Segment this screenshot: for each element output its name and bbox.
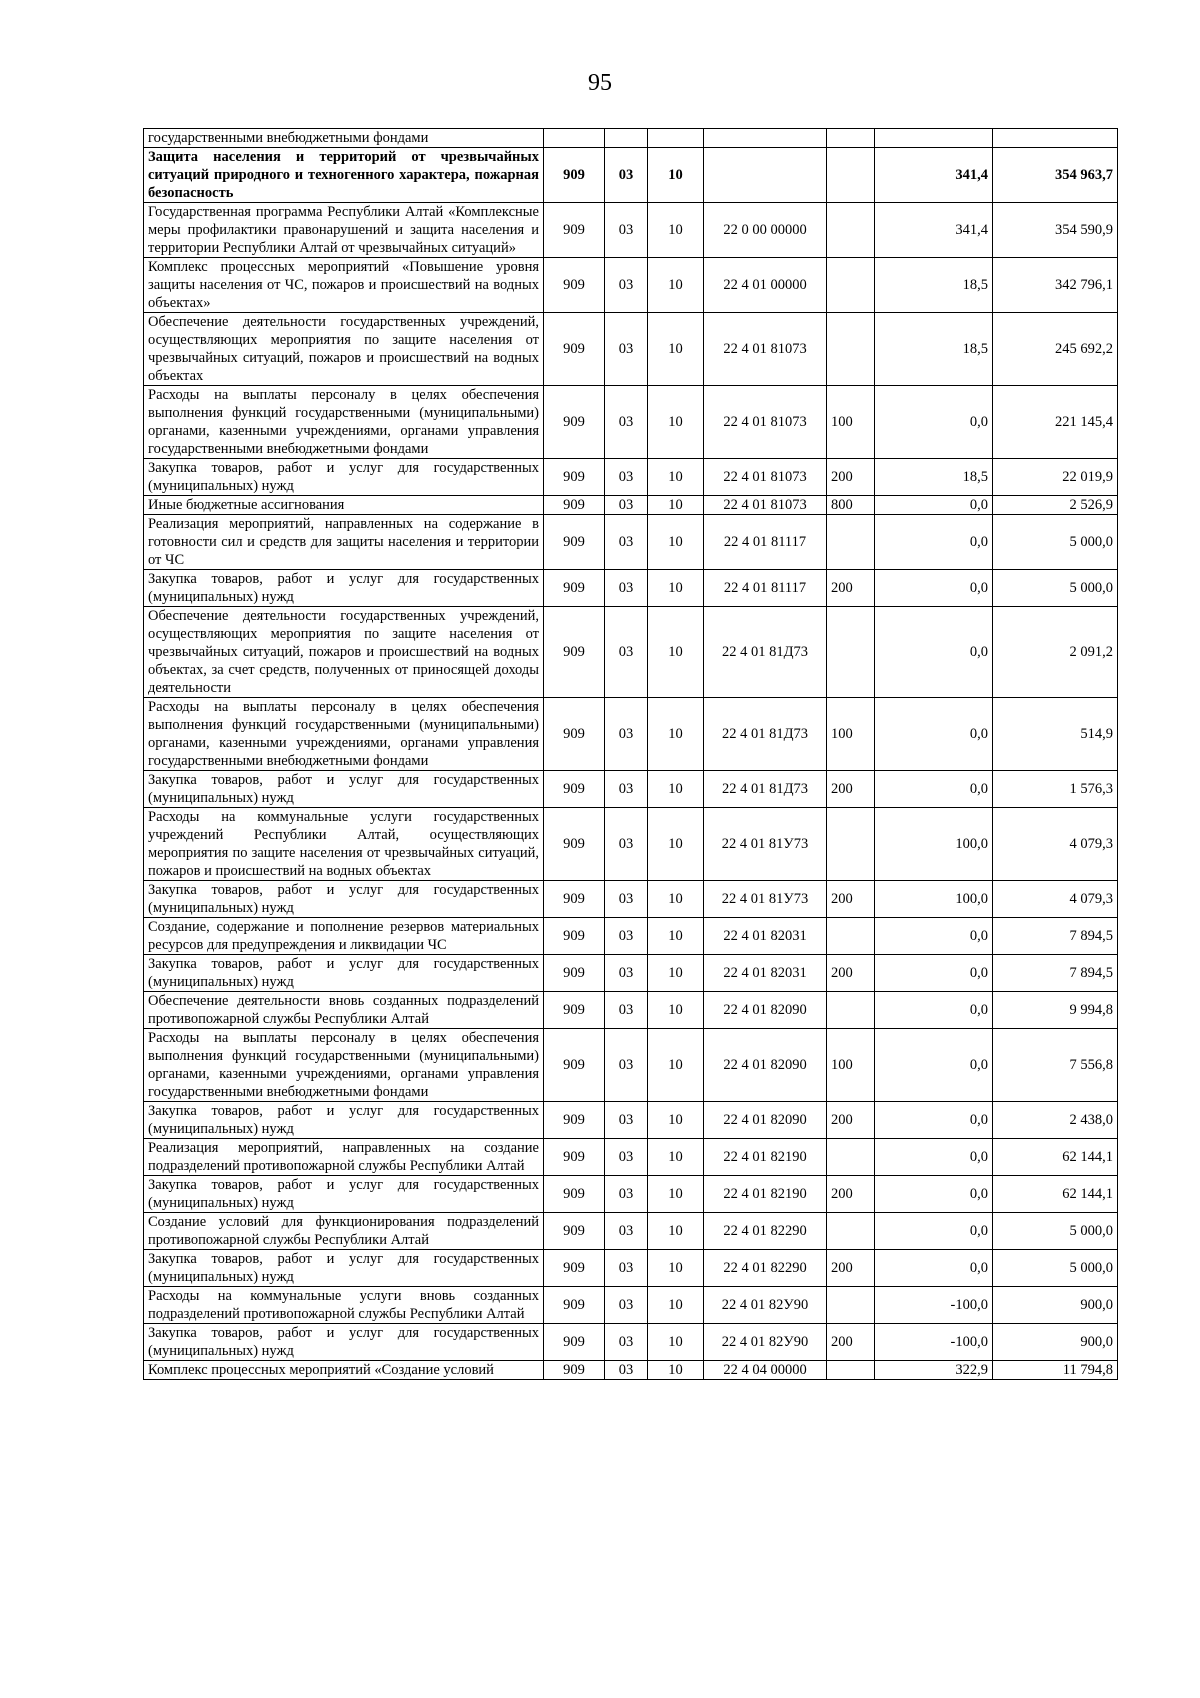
table-row bbox=[144, 1139, 1118, 1176]
section-cell: 03 bbox=[605, 918, 648, 955]
section-cell: 03 bbox=[605, 148, 648, 203]
amount-total-cell: 342 796,1 bbox=[993, 258, 1118, 313]
ministry-code-cell: 909 bbox=[544, 313, 605, 386]
item-name-cell: Закупка товаров, работ и услуг для государственных (муниципальных) нужд bbox=[144, 881, 544, 918]
item-name-cell: Обеспечение деятельности вновь созданных подразделений противопожарной службы Республики Алтай bbox=[144, 992, 544, 1029]
target-article-cell: 22 4 01 81073 bbox=[704, 496, 827, 515]
amount-change-cell: 0,0 bbox=[875, 1139, 993, 1176]
target-article-cell: 22 4 01 82У90 bbox=[704, 1324, 827, 1361]
expense-type-cell: 200 bbox=[827, 1102, 875, 1139]
subsection-cell: 10 bbox=[648, 313, 704, 386]
section-cell: 03 bbox=[605, 1324, 648, 1361]
expense-type-cell: 200 bbox=[827, 955, 875, 992]
table-row bbox=[144, 258, 1118, 313]
item-name-cell: Комплекс процессных мероприятий «Создание условий bbox=[144, 1361, 544, 1380]
expense-type-cell bbox=[827, 1287, 875, 1324]
table-row bbox=[144, 1324, 1118, 1361]
item-name-cell: Закупка товаров, работ и услуг для государственных (муниципальных) нужд bbox=[144, 570, 544, 607]
amount-change-cell: 0,0 bbox=[875, 607, 993, 698]
amount-change-cell: 322,9 bbox=[875, 1361, 993, 1380]
expense-type-cell bbox=[827, 515, 875, 570]
ministry-code-cell: 909 bbox=[544, 1324, 605, 1361]
table-row bbox=[144, 808, 1118, 881]
amount-change-cell: 0,0 bbox=[875, 698, 993, 771]
section-cell: 03 bbox=[605, 1361, 648, 1380]
target-article-cell: 22 4 01 81У73 bbox=[704, 881, 827, 918]
amount-total-cell: 4 079,3 bbox=[993, 881, 1118, 918]
table-row bbox=[144, 955, 1118, 992]
amount-total-cell: 354 590,9 bbox=[993, 203, 1118, 258]
amount-change-cell: 0,0 bbox=[875, 496, 993, 515]
amount-change-cell: 0,0 bbox=[875, 771, 993, 808]
table-row bbox=[144, 1287, 1118, 1324]
expense-type-cell bbox=[827, 129, 875, 148]
section-cell: 03 bbox=[605, 698, 648, 771]
target-article-cell bbox=[704, 129, 827, 148]
amount-change-cell: 0,0 bbox=[875, 1250, 993, 1287]
section-cell: 03 bbox=[605, 1102, 648, 1139]
table-row bbox=[144, 1029, 1118, 1102]
expense-type-cell bbox=[827, 918, 875, 955]
subsection-cell: 10 bbox=[648, 1139, 704, 1176]
expense-type-cell bbox=[827, 258, 875, 313]
section-cell: 03 bbox=[605, 313, 648, 386]
amount-total-cell: 5 000,0 bbox=[993, 515, 1118, 570]
target-article-cell: 22 4 01 81073 bbox=[704, 459, 827, 496]
section-cell bbox=[605, 129, 648, 148]
table-row bbox=[144, 313, 1118, 386]
expense-type-cell bbox=[827, 1213, 875, 1250]
amount-total-cell: 2 438,0 bbox=[993, 1102, 1118, 1139]
subsection-cell: 10 bbox=[648, 203, 704, 258]
section-cell: 03 bbox=[605, 570, 648, 607]
expense-type-cell bbox=[827, 148, 875, 203]
amount-change-cell: 0,0 bbox=[875, 570, 993, 607]
amount-total-cell: 900,0 bbox=[993, 1324, 1118, 1361]
ministry-code-cell: 909 bbox=[544, 570, 605, 607]
budget-table bbox=[143, 128, 1118, 1380]
target-article-cell: 22 4 01 81Д73 bbox=[704, 698, 827, 771]
target-article-cell: 22 4 01 82090 bbox=[704, 1029, 827, 1102]
ministry-code-cell bbox=[544, 129, 605, 148]
section-cell: 03 bbox=[605, 1029, 648, 1102]
expense-type-cell: 200 bbox=[827, 1176, 875, 1213]
item-name-cell: государственными внебюджетными фондами bbox=[144, 129, 544, 148]
table-row bbox=[144, 496, 1118, 515]
section-cell: 03 bbox=[605, 1176, 648, 1213]
expense-type-cell bbox=[827, 1139, 875, 1176]
subsection-cell: 10 bbox=[648, 771, 704, 808]
table-row bbox=[144, 1102, 1118, 1139]
ministry-code-cell: 909 bbox=[544, 992, 605, 1029]
target-article-cell: 22 4 01 81073 bbox=[704, 386, 827, 459]
target-article-cell: 22 4 01 82031 bbox=[704, 955, 827, 992]
item-name-cell: Расходы на выплаты персоналу в целях обеспечения выполнения функций государственными (муниципальными) органами, казенными учреждениями, органами управления государственными внебюджетными фондами bbox=[144, 698, 544, 771]
amount-change-cell: 0,0 bbox=[875, 955, 993, 992]
table-row bbox=[144, 203, 1118, 258]
section-cell: 03 bbox=[605, 1139, 648, 1176]
expense-type-cell: 100 bbox=[827, 386, 875, 459]
expense-type-cell bbox=[827, 203, 875, 258]
table-row bbox=[144, 570, 1118, 607]
section-cell: 03 bbox=[605, 496, 648, 515]
ministry-code-cell: 909 bbox=[544, 771, 605, 808]
subsection-cell bbox=[648, 129, 704, 148]
amount-total-cell: 1 576,3 bbox=[993, 771, 1118, 808]
table-row bbox=[144, 459, 1118, 496]
ministry-code-cell: 909 bbox=[544, 918, 605, 955]
target-article-cell: 22 4 04 00000 bbox=[704, 1361, 827, 1380]
subsection-cell: 10 bbox=[648, 1029, 704, 1102]
ministry-code-cell: 909 bbox=[544, 1287, 605, 1324]
amount-total-cell: 5 000,0 bbox=[993, 1213, 1118, 1250]
ministry-code-cell: 909 bbox=[544, 258, 605, 313]
subsection-cell: 10 bbox=[648, 698, 704, 771]
subsection-cell: 10 bbox=[648, 386, 704, 459]
amount-change-cell: 341,4 bbox=[875, 203, 993, 258]
subsection-cell: 10 bbox=[648, 459, 704, 496]
expense-type-cell: 100 bbox=[827, 698, 875, 771]
item-name-cell: Обеспечение деятельности государственных учреждений, осуществляющих мероприятия по защите населения от чрезвычайных ситуаций, пожаров и происшествий на водных объектах bbox=[144, 313, 544, 386]
page-number: 95 bbox=[588, 70, 612, 96]
ministry-code-cell: 909 bbox=[544, 386, 605, 459]
amount-change-cell: -100,0 bbox=[875, 1287, 993, 1324]
ministry-code-cell: 909 bbox=[544, 1102, 605, 1139]
section-cell: 03 bbox=[605, 955, 648, 992]
target-article-cell: 22 4 01 81117 bbox=[704, 515, 827, 570]
section-cell: 03 bbox=[605, 258, 648, 313]
amount-change-cell: 0,0 bbox=[875, 918, 993, 955]
section-cell: 03 bbox=[605, 1250, 648, 1287]
table-row bbox=[144, 1361, 1118, 1380]
expense-type-cell: 100 bbox=[827, 1029, 875, 1102]
amount-total-cell: 2 091,2 bbox=[993, 607, 1118, 698]
target-article-cell: 22 4 01 81Д73 bbox=[704, 771, 827, 808]
section-cell: 03 bbox=[605, 881, 648, 918]
amount-change-cell: 0,0 bbox=[875, 1102, 993, 1139]
subsection-cell: 10 bbox=[648, 992, 704, 1029]
ministry-code-cell: 909 bbox=[544, 148, 605, 203]
expense-type-cell: 200 bbox=[827, 881, 875, 918]
subsection-cell: 10 bbox=[648, 1102, 704, 1139]
ministry-code-cell: 909 bbox=[544, 955, 605, 992]
subsection-cell: 10 bbox=[648, 1324, 704, 1361]
amount-total-cell: 354 963,7 bbox=[993, 148, 1118, 203]
item-name-cell: Реализация мероприятий, направленных на содержание в готовности сил и средств для защиты населения и территории от ЧС bbox=[144, 515, 544, 570]
target-article-cell: 22 4 01 82290 bbox=[704, 1250, 827, 1287]
table-row bbox=[144, 1250, 1118, 1287]
target-article-cell: 22 4 01 82190 bbox=[704, 1176, 827, 1213]
subsection-cell: 10 bbox=[648, 515, 704, 570]
amount-total-cell bbox=[993, 129, 1118, 148]
amount-change-cell bbox=[875, 129, 993, 148]
expense-type-cell: 200 bbox=[827, 1324, 875, 1361]
table-row bbox=[144, 771, 1118, 808]
subsection-cell: 10 bbox=[648, 808, 704, 881]
amount-total-cell: 22 019,9 bbox=[993, 459, 1118, 496]
subsection-cell: 10 bbox=[648, 1361, 704, 1380]
section-cell: 03 bbox=[605, 771, 648, 808]
target-article-cell: 22 4 01 82090 bbox=[704, 1102, 827, 1139]
item-name-cell: Иные бюджетные ассигнования bbox=[144, 496, 544, 515]
item-name-cell: Закупка товаров, работ и услуг для государственных (муниципальных) нужд bbox=[144, 459, 544, 496]
table-row bbox=[144, 1176, 1118, 1213]
table-row bbox=[144, 129, 1118, 148]
expense-type-cell bbox=[827, 313, 875, 386]
amount-change-cell: 0,0 bbox=[875, 386, 993, 459]
section-cell: 03 bbox=[605, 386, 648, 459]
subsection-cell: 10 bbox=[648, 1176, 704, 1213]
target-article-cell: 22 4 01 00000 bbox=[704, 258, 827, 313]
subsection-cell: 10 bbox=[648, 496, 704, 515]
amount-total-cell: 9 994,8 bbox=[993, 992, 1118, 1029]
item-name-cell: Закупка товаров, работ и услуг для государственных (муниципальных) нужд bbox=[144, 1102, 544, 1139]
expense-type-cell bbox=[827, 992, 875, 1029]
amount-total-cell: 245 692,2 bbox=[993, 313, 1118, 386]
amount-total-cell: 7 556,8 bbox=[993, 1029, 1118, 1102]
ministry-code-cell: 909 bbox=[544, 881, 605, 918]
ministry-code-cell: 909 bbox=[544, 808, 605, 881]
subsection-cell: 10 bbox=[648, 148, 704, 203]
amount-total-cell: 5 000,0 bbox=[993, 570, 1118, 607]
target-article-cell: 22 4 01 82090 bbox=[704, 992, 827, 1029]
expense-type-cell: 200 bbox=[827, 1250, 875, 1287]
amount-total-cell: 7 894,5 bbox=[993, 955, 1118, 992]
ministry-code-cell: 909 bbox=[544, 1176, 605, 1213]
subsection-cell: 10 bbox=[648, 955, 704, 992]
amount-total-cell: 7 894,5 bbox=[993, 918, 1118, 955]
target-article-cell: 22 4 01 82190 bbox=[704, 1139, 827, 1176]
section-cell: 03 bbox=[605, 459, 648, 496]
ministry-code-cell: 909 bbox=[544, 607, 605, 698]
amount-change-cell: 0,0 bbox=[875, 1029, 993, 1102]
ministry-code-cell: 909 bbox=[544, 1361, 605, 1380]
budget-table-body bbox=[144, 129, 1118, 1380]
amount-change-cell: -100,0 bbox=[875, 1324, 993, 1361]
amount-total-cell: 514,9 bbox=[993, 698, 1118, 771]
amount-change-cell: 0,0 bbox=[875, 515, 993, 570]
expense-type-cell: 200 bbox=[827, 771, 875, 808]
expense-type-cell bbox=[827, 808, 875, 881]
item-name-cell: Закупка товаров, работ и услуг для государственных (муниципальных) нужд bbox=[144, 1176, 544, 1213]
item-name-cell: Обеспечение деятельности государственных учреждений, осуществляющих мероприятия по защите населения от чрезвычайных ситуаций, пожаров и происшествий на водных объектах, за счет средств, полученных от приносящей доходы деятельности bbox=[144, 607, 544, 698]
table-row bbox=[144, 386, 1118, 459]
amount-change-cell: 18,5 bbox=[875, 258, 993, 313]
ministry-code-cell: 909 bbox=[544, 1250, 605, 1287]
item-name-cell: Реализация мероприятий, направленных на создание подразделений противопожарной службы Республики Алтай bbox=[144, 1139, 544, 1176]
amount-change-cell: 18,5 bbox=[875, 459, 993, 496]
amount-total-cell: 11 794,8 bbox=[993, 1361, 1118, 1380]
item-name-cell: Комплекс процессных мероприятий «Повышение уровня защиты населения от ЧС, пожаров и происшествий на водных объектах» bbox=[144, 258, 544, 313]
expense-type-cell: 800 bbox=[827, 496, 875, 515]
ministry-code-cell: 909 bbox=[544, 496, 605, 515]
amount-change-cell: 18,5 bbox=[875, 313, 993, 386]
amount-change-cell: 100,0 bbox=[875, 808, 993, 881]
section-cell: 03 bbox=[605, 992, 648, 1029]
target-article-cell: 22 4 01 82290 bbox=[704, 1213, 827, 1250]
subsection-cell: 10 bbox=[648, 918, 704, 955]
section-cell: 03 bbox=[605, 1287, 648, 1324]
table-row bbox=[144, 992, 1118, 1029]
table-row bbox=[144, 881, 1118, 918]
item-name-cell: Закупка товаров, работ и услуг для государственных (муниципальных) нужд bbox=[144, 955, 544, 992]
section-cell: 03 bbox=[605, 808, 648, 881]
target-article-cell: 22 4 01 81У73 bbox=[704, 808, 827, 881]
subsection-cell: 10 bbox=[648, 1250, 704, 1287]
subsection-cell: 10 bbox=[648, 570, 704, 607]
amount-total-cell: 62 144,1 bbox=[993, 1139, 1118, 1176]
target-article-cell: 22 4 01 81Д73 bbox=[704, 607, 827, 698]
target-article-cell: 22 4 01 82031 bbox=[704, 918, 827, 955]
item-name-cell: Закупка товаров, работ и услуг для государственных (муниципальных) нужд bbox=[144, 1324, 544, 1361]
target-article-cell: 22 4 01 82У90 bbox=[704, 1287, 827, 1324]
table-row bbox=[144, 607, 1118, 698]
ministry-code-cell: 909 bbox=[544, 203, 605, 258]
amount-total-cell: 221 145,4 bbox=[993, 386, 1118, 459]
ministry-code-cell: 909 bbox=[544, 1213, 605, 1250]
item-name-cell: Закупка товаров, работ и услуг для государственных (муниципальных) нужд bbox=[144, 771, 544, 808]
table-row bbox=[144, 918, 1118, 955]
ministry-code-cell: 909 bbox=[544, 1139, 605, 1176]
item-name-cell: Государственная программа Республики Алтай «Комплексные меры профилактики правонарушений и защита населения и территории Республики Алтай от чрезвычайных ситуаций» bbox=[144, 203, 544, 258]
ministry-code-cell: 909 bbox=[544, 1029, 605, 1102]
expense-type-cell bbox=[827, 1361, 875, 1380]
subsection-cell: 10 bbox=[648, 258, 704, 313]
target-article-cell: 22 4 01 81073 bbox=[704, 313, 827, 386]
subsection-cell: 10 bbox=[648, 1287, 704, 1324]
amount-change-cell: 0,0 bbox=[875, 1176, 993, 1213]
amount-total-cell: 4 079,3 bbox=[993, 808, 1118, 881]
amount-total-cell: 62 144,1 bbox=[993, 1176, 1118, 1213]
amount-change-cell: 100,0 bbox=[875, 881, 993, 918]
section-cell: 03 bbox=[605, 515, 648, 570]
amount-change-cell: 0,0 bbox=[875, 992, 993, 1029]
item-name-cell: Расходы на коммунальные услуги государственных учреждений Республики Алтай, осуществляющих мероприятия по защите населения от чрезвычайных ситуаций, пожаров и происшествий на водных объектах bbox=[144, 808, 544, 881]
target-article-cell: 22 0 00 00000 bbox=[704, 203, 827, 258]
amount-change-cell: 341,4 bbox=[875, 148, 993, 203]
amount-total-cell: 2 526,9 bbox=[993, 496, 1118, 515]
amount-total-cell: 5 000,0 bbox=[993, 1250, 1118, 1287]
table-row bbox=[144, 148, 1118, 203]
item-name-cell: Закупка товаров, работ и услуг для государственных (муниципальных) нужд bbox=[144, 1250, 544, 1287]
subsection-cell: 10 bbox=[648, 881, 704, 918]
expense-type-cell: 200 bbox=[827, 459, 875, 496]
target-article-cell bbox=[704, 148, 827, 203]
item-name-cell: Расходы на выплаты персоналу в целях обеспечения выполнения функций государственными (муниципальными) органами, казенными учреждениями, органами управления государственными внебюджетными фондами bbox=[144, 386, 544, 459]
item-name-cell: Создание, содержание и пополнение резервов материальных ресурсов для предупреждения и ликвидации ЧС bbox=[144, 918, 544, 955]
ministry-code-cell: 909 bbox=[544, 698, 605, 771]
item-name-cell: Расходы на выплаты персоналу в целях обеспечения выполнения функций государственными (муниципальными) органами, казенными учреждениями, органами управления государственными внебюджетными фондами bbox=[144, 1029, 544, 1102]
expense-type-cell: 200 bbox=[827, 570, 875, 607]
item-name-cell: Защита населения и территорий от чрезвычайных ситуаций природного и техногенного характера, пожарная безопасность bbox=[144, 148, 544, 203]
section-cell: 03 bbox=[605, 203, 648, 258]
table-row bbox=[144, 698, 1118, 771]
item-name-cell: Создание условий для функционирования подразделений противопожарной службы Республики Алтай bbox=[144, 1213, 544, 1250]
subsection-cell: 10 bbox=[648, 1213, 704, 1250]
target-article-cell: 22 4 01 81117 bbox=[704, 570, 827, 607]
amount-change-cell: 0,0 bbox=[875, 1213, 993, 1250]
amount-total-cell: 900,0 bbox=[993, 1287, 1118, 1324]
expense-type-cell bbox=[827, 607, 875, 698]
table-row bbox=[144, 1213, 1118, 1250]
table-row bbox=[144, 515, 1118, 570]
subsection-cell: 10 bbox=[648, 607, 704, 698]
ministry-code-cell: 909 bbox=[544, 459, 605, 496]
item-name-cell: Расходы на коммунальные услуги вновь созданных подразделений противопожарной службы Республики Алтай bbox=[144, 1287, 544, 1324]
section-cell: 03 bbox=[605, 607, 648, 698]
section-cell: 03 bbox=[605, 1213, 648, 1250]
ministry-code-cell: 909 bbox=[544, 515, 605, 570]
